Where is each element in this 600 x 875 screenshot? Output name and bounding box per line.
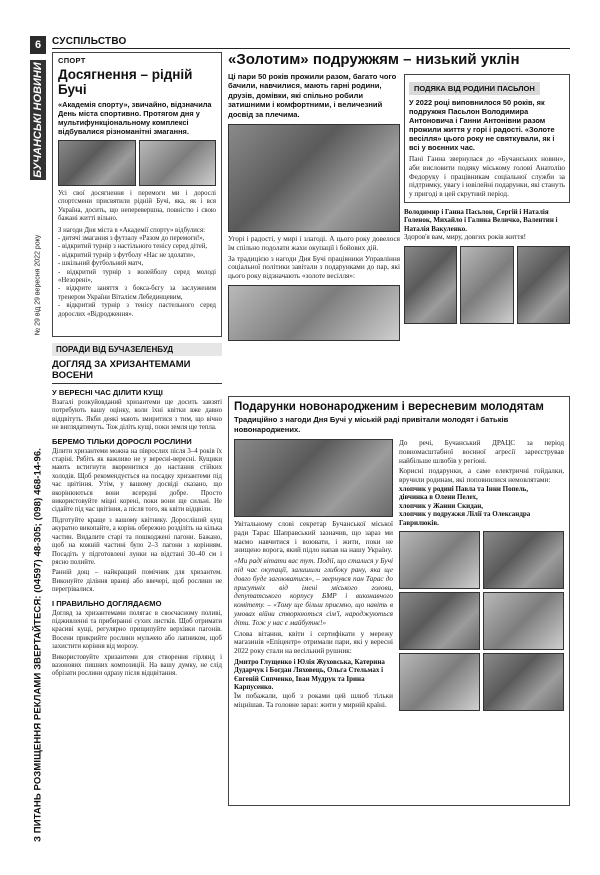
thanks-photos — [404, 246, 570, 324]
gifts-photos — [399, 531, 564, 711]
garden-subheading: У ВЕРЕСНІ ЧАС ДІЛИТИ КУЩІ — [52, 388, 163, 397]
masthead-text: БУЧАНСЬКІ НОВИНИ — [32, 62, 44, 178]
gifts-title: Подарунки новонародженим і вересневим молодятам — [234, 401, 544, 413]
sidebar — [30, 60, 46, 843]
sport-title: Досягнення – рідній Бучі — [58, 67, 193, 97]
gifts-col-left — [234, 439, 393, 711]
gifts-quote: «Ми раді вітати вас тут. Події, що сталися у Бучі під час окупації, залишили глибоку рану, яка ще довго буде загоюватися», – звернувся пан Тарас до присутніх від імені міського голови, депутатського корпусу БМР і виконавчого комітету. – «Тому ще більш приємно, що навіть в умовах війни створюються сім'ї, народжуються діти. Тож у нас є майбутнє!» — [234, 557, 394, 627]
gifts-photo — [234, 439, 393, 517]
golden-couple-photo — [228, 285, 400, 341]
gifts-paragraph: Увітальному слові секретар Бучанської міської ради Тарас Шаправський зазначив, що зараз ми маємо навчитися і воювати, і жити, поки не знищено ворога, який підло напав на нашу Україну. — [234, 520, 394, 555]
sport-lead: «Академія спорту», звичайно, відзначила День міста спортивно. Протягом дня у мультифункціональному комплексі відбувалися різноманітні змагання. — [58, 100, 212, 136]
garden-paragraph: Ранній дощ – найкращий помічник для хризантем. Виконуйте діління вранці або ввечері, щоб рослини не перегрівалися. — [52, 569, 222, 594]
garden-paragraph: Підготуйте краще з вашому квітнику. Доросліший кущ акуратно викопайте, а корінь обережно розділіть на кілька частин. Видалите старі та пошкоджені пагони. Бажано, щоб на кожній частині було 2–3 пагони з корінням. Посадіть у підготовлені лунки на відстані 30–40 см і рясно полийте. — [52, 516, 222, 566]
sport-tag: СПОРТ — [58, 56, 86, 65]
gifts-photo — [399, 592, 480, 650]
garden-paragraph: Ділити хризантеми можна на піврослих після 3–4 років їх старіні. Рябіть як важливо не у вересні-вересні. Кущики мають встигнути вкоренитися до настання стійких холодів. Щоб рекомендується на посадку хризантеми під час цвітіння. Утім, у вашому досвіді сказано, що вкорінюються вони всередні добре. Просто використовуйте міцні корені, поки вони ще сильні. Не сідайте під час цвітіння, а після того, як квіти відцвіли. — [52, 447, 222, 514]
sport-photos — [58, 140, 216, 186]
list-item: - відкритий турнір з футболу «Нас не здолати», — [58, 251, 196, 259]
list-item: - дитячі змагання з футзалу «Разом до перемоги!», — [58, 235, 205, 243]
gifts-paragraph: До речі, Бучанський ДРАЦС за період повномасштабної воєнної агресії зареєстрував найбільше шлюбів у регіоні. — [399, 439, 564, 465]
issue-info — [30, 185, 46, 385]
list-item: - шкільний футбольний матч, — [58, 260, 144, 268]
thanks-body: Пані Ганна звернулася до «Бучанських новин», аби висловити подяку міському голові Анатолію Федоруку і працівникам соціальної служби за підтримку, увагу і ювілейні подарунки, які стануть у пригоді в цей скрутний період. — [409, 155, 565, 199]
gifts-photo — [483, 592, 564, 650]
garden-subheading: І ПРАВИЛЬНО ДОГЛЯДАЄМО — [52, 598, 162, 608]
golden-lead: Ці пари 50 років прожили разом, багато чого бачили, навчилися, мають гарні родини, друзів, домівки, які спільно робили затишними і комфортними, і величезний досвід за плечима. — [228, 72, 397, 119]
list-item: - відкритий турнір з тенісу пастельного серед дорослих «Відродження». — [58, 302, 216, 318]
gifts-col-right — [399, 439, 564, 711]
gifts-article — [228, 396, 570, 806]
sport-list — [58, 235, 216, 319]
sport-photo — [58, 140, 136, 186]
thanks-names: Володимир і Ганна Пасьлон, Сергій і Наталія Голенок, Михайло і Галина Величко, Валентин і Наталія Вакуленко. — [404, 207, 558, 233]
garden-paragraph: Взагалі розкуйовданий хризантеми ще досить завзяті потребують вашу оцінку, коли їхні квітки вже давно відцвітуть. Якби деякі мають змиритися з тим, що вічно не виглядатимуть. Тож діліть кущі, поки земля ще тепла. — [52, 399, 222, 432]
thanks-photo — [517, 246, 570, 324]
thanks-wish: Здоров'я вам, миру, довгих років життя! — [404, 233, 527, 242]
gifts-columns — [234, 439, 564, 711]
golden-couple-photo — [228, 124, 400, 232]
sport-intro: Усі свої досягнення і перемоги ми і дорослі спортсмени присвятили рідній Бучі, яка, як і вся Україна, досить, що неперевершна, повністю і свою бажані житті вільно. — [58, 190, 216, 223]
garden-rubric: ПОРАДИ ВІД БУЧАЗЕЛЕНБУД — [52, 343, 222, 356]
thanks-photo — [404, 246, 457, 324]
gifts-photo — [399, 531, 480, 589]
page-number: 6 — [30, 36, 46, 54]
gifts-lead: Традиційно з нагоди Дня Бучі у міській раді привітали молодят і батьків новонароджених. — [234, 415, 509, 434]
garden-title: ДОГЛЯД ЗА ХРИЗАНТЕМАМИ ВОСЕНИ — [52, 359, 222, 384]
gifts-photo — [483, 531, 564, 589]
ad-contact-text: З ПИТАНЬ РОЗМІЩЕННЯ РЕКЛАМИ ЗВЕРТАЙТЕСЯ: (04597) 48-305; (098) 468-14-96. — [32, 447, 44, 843]
list-item: - відкритий турнір з настільного тенісу серед дітей, — [58, 243, 208, 251]
header-rule — [52, 48, 570, 49]
sport-photo — [139, 140, 217, 186]
thanks-tag: ПОДЯКА ВІД РОДИНИ ПАСЬЛОН — [409, 82, 540, 95]
gifts-family: хлопчик у родині Павла та Інни Попель, — [399, 484, 529, 493]
gifts-paragraph: Корисні подарунки, а саме електричні гойдалки, вручили родинам, які поповнилися немовлятами: — [399, 467, 564, 485]
gifts-family: дівчинка в Олени Пелех, — [399, 493, 478, 502]
golden-title: «Золотим» подружжям – низький уклін — [228, 51, 520, 68]
issue-text: № 29 від 29 вересня 2022 року — [34, 234, 42, 336]
thanks-photo — [460, 246, 513, 324]
thanks-lead: У 2022 році виповнилося 50 років, як подружжя Пасьлон Володимира Антоновича і Ганни Антонівни разом прожили життя у горі і радості. «Золоте весілля» цього року не святкували, як і всі у воєнних час. — [409, 98, 555, 152]
gifts-family: хлопчик у Жанни Скидан, — [399, 501, 484, 510]
list-item: - відкрите заняття з бокса-бєгу за заслуженим тренером України Віталієм Лебединцевим, — [58, 285, 216, 301]
thanks-box — [404, 74, 570, 203]
gifts-photo — [483, 653, 564, 711]
gifts-couples: Дмитро Глущенко і Юлія Жуховська, Катерина Дударчук і Богдан Ляховець, Ольга Стельмах і Євгеній Сипченко, Іван Мудрук та Ірина Карпусенко. — [234, 657, 385, 692]
golden-paragraph: Угорі і радості, у мирі і злагоді. А цього року довелося їм спільно подолати жахи окупації і бойових дій. — [228, 235, 400, 252]
ad-contact — [30, 415, 46, 875]
golden-paragraph: За традицією з нагоди Дня Бучі працівники Управління соціальної політики завітали з подарунками до пар, які цього року відзначають «золоте весілля»: — [228, 254, 400, 281]
gifts-paragraph: Їм побажали, щоб з роками цей шлюб тільки міцнішав. Та головне зараз: жити у мирній країні. — [234, 691, 394, 709]
sport-article — [52, 52, 222, 337]
section-title: СУСПІЛЬСТВО — [52, 36, 127, 47]
masthead — [30, 60, 46, 180]
garden-paragraph: Використовуйте хризантеми для створення гірлянд і вазонових пишних композицій. На вашу думку, не слід обрізати рослини одразу після відцвітання. — [52, 653, 222, 678]
thanks-article — [404, 74, 570, 390]
garden-subheading: БЕРЕМО ТІЛЬКИ ДОРОСЛІ РОСЛИНИ — [52, 436, 192, 446]
gifts-paragraph: Слова вітання, квіти і сертифікати у мережу магазинів «Епіцентр» отримали пари, які у вересні 2022 року стали на весільний рушник: — [234, 629, 394, 656]
gifts-photo — [399, 653, 480, 711]
sport-list-title: З нагоди Дня міста в «Академії спорту» відбулися: — [58, 226, 205, 234]
garden-paragraph: Догляд за хризантемами полягає в своєчасному поливі, підживленні та прибиранні сухих листків. Щоб отримати красиві кущі, регулярно прищипуйте верхівки пагонів. Восени прикрийте рослини мульчею або лапником, щоб захистити коріння від морозу. — [52, 609, 222, 651]
gifts-family: хлопчик у подружжя Лілії та Олександра Гаврилюків. — [399, 510, 531, 527]
garden-article — [52, 343, 222, 803]
list-item: - відкритий турнір з волейболу серед молоді «Незорені», — [58, 268, 216, 285]
